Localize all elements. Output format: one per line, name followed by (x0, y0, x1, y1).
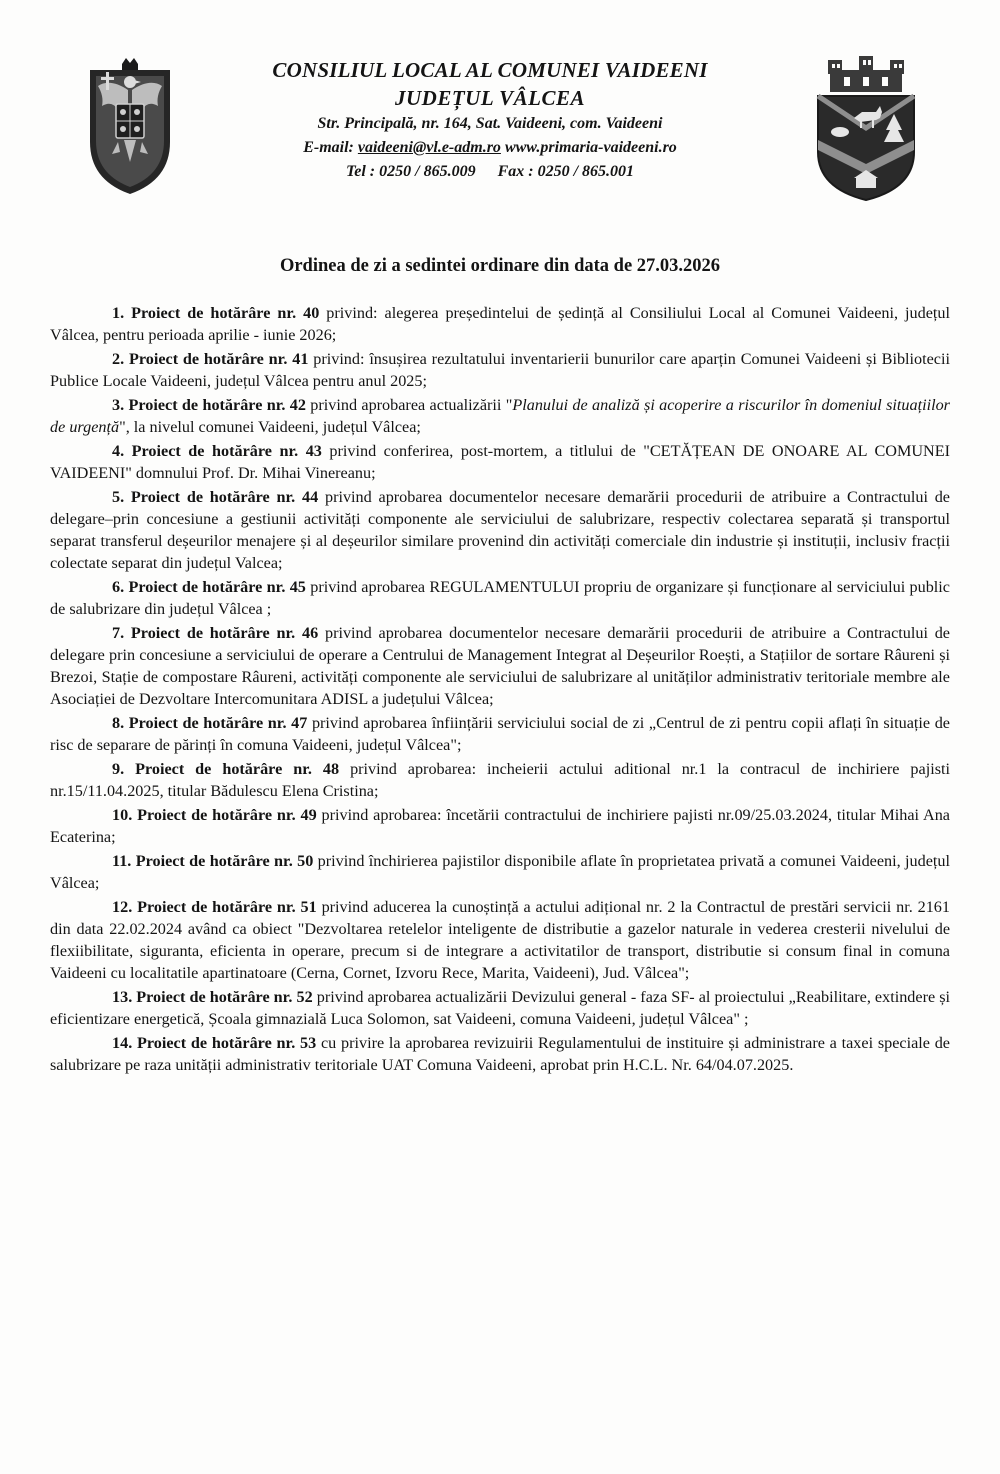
romania-coat-of-arms-icon (84, 56, 176, 196)
fax-number: Fax : 0250 / 865.001 (497, 163, 635, 180)
agenda-item-lead: 14. Proiect de hotărâre nr. 53 (112, 1034, 317, 1052)
agenda-item-text: privind: alegerea președintelui de ședință al Consiliului Local al Comunei Vaideeni, județul Vâlcea, pentru perioada aprilie - iunie 2026; (50, 304, 950, 344)
agenda-item-lead: 10. Proiect de hotărâre nr. 49 (112, 806, 317, 824)
agenda-item (50, 394, 950, 438)
agenda-item-text: privind aprobarea înființării serviciului social de zi „Centrul de zi pentru copii aflați în situație de risc de separare de părinți în comuna Vaideeni, județul Vâlcea"; (50, 714, 950, 754)
agenda-item-text: privind aprobarea REGULAMENTULUI propriu de organizare și funcționare al serviciului public de salubrizare din județul Vâlcea ; (50, 578, 950, 618)
county-name: JUDEȚUL VÂLCEA (395, 86, 585, 110)
agenda-item-lead: 11. Proiect de hotărâre nr. 50 (112, 852, 314, 870)
agenda-item (50, 1032, 950, 1076)
email-label: E-mail: (303, 139, 354, 156)
agenda-item (50, 804, 950, 848)
agenda-item-text: privind: însușirea rezultatului inventarierii bunurilor care aparțin Comunei Vaideeni și Bibliotecii Publice Locale Vaideeni, județul Vâlcea pentru anul 2025; (50, 350, 950, 390)
agenda-item-lead: 2. Proiect de hotărâre nr. 41 (112, 350, 309, 368)
agenda-item (50, 896, 950, 984)
agenda-item-text: privind conferirea, post-mortem, a titlului de "CETĂȚEAN DE ONOARE AL COMUNEI VAIDEENI" domnului Prof. Dr. Mihai Vinereanu; (50, 442, 950, 482)
agenda-item-text: privind aprobarea: incheierii actului aditional nr.1 la contracul de inchiriere pajisti nr.15/11.04.2025, titular Bădulescu Elena Cristina; (50, 760, 950, 800)
tel-number: Tel : 0250 / 865.009 (345, 163, 476, 180)
agenda-item-text: privind închirierea pajistilor disponibile aflate în proprietatea privată a comunei Vaideeni, județul Vâlcea; (50, 852, 950, 892)
agenda-item (50, 576, 950, 620)
agenda-item-lead: 8. Proiect de hotărâre nr. 47 (112, 714, 308, 732)
agenda-item-lead: 7. Proiect de hotărâre nr. 46 (112, 624, 319, 642)
phone-line (200, 160, 780, 184)
agenda-item (50, 758, 950, 802)
agenda-item-text: privind aprobarea documentelor necesare demarării procedurii de atribuire a Contractului de delegare–prin concesiune a gestiunii activități componente ale serviciului de salubrizare, respectiv colectarea separată și transportul separat transferul deșeurilor menajere și al deșeurilor similare provenind din activități comerciale din industrie și instituții, inclusiv fracții colectate separat din județul Valcea; (50, 488, 950, 572)
council-name: CONSILIUL LOCAL AL COMUNEI VAIDEENI (272, 58, 708, 82)
agenda-item (50, 486, 950, 574)
agenda-item-text: privind aprobarea actualizării Devizului general - faza SF- al proiectului „Reabilitare, extindere și eficientizare energetică, Școala gimnazială Luca Solomon, sat Vaideeni, comuna Vaideeni, județul Vâlcea" ; (50, 988, 950, 1028)
agenda-item-text-after: ", la nivelul comunei Vaideeni, județul Vâlcea; (119, 418, 421, 436)
agenda-item (50, 850, 950, 894)
agenda-item-italic-title: Planului de analiză și acoperire a riscurilor în domeniul situațiilor de urgență (50, 396, 950, 436)
agenda-item-lead: 4. Proiect de hotărâre nr. 43 (112, 442, 322, 460)
address-line: Str. Principală, nr. 164, Sat. Vaideeni, com. Vaideeni (317, 115, 663, 132)
agenda-item-text: privind aprobarea documentelor necesare demarării procedurii de atribuire a Contractului de delegare prin concesiune a serviciului de operare a Centrului de Management Integrat al Deșeurilor Roești, a Stațiilor de sortare Râureni și Brezoi, Stație de compostare Râureni, activități componente ale serviciului de salubrizare al unităților administrativ teritoriale membre ale Asociației de Dezvoltare Intercomunitara ADISL a județului Vâlcea; (50, 624, 950, 708)
letterhead (0, 0, 1000, 220)
agenda-item-text: privind aprobarea: încetării contractului de inchiriere pajisti nr.09/25.03.2024, titular Mihai Ana Ecaterina; (50, 806, 950, 846)
document-title: Ordinea de zi a sedintei ordinare din data de 27.03.2026 (279, 256, 721, 276)
agenda-item-lead: 6. Proiect de hotărâre nr. 45 (112, 578, 306, 596)
agenda-item (50, 622, 950, 710)
agenda-item-lead: 12. Proiect de hotărâre nr. 51 (112, 898, 317, 916)
agenda-item-lead: 5. Proiect de hotărâre nr. 44 (112, 488, 319, 506)
agenda-item-lead: 1. Proiect de hotărâre nr. 40 (112, 304, 320, 322)
contact-line (200, 136, 780, 160)
agenda-item-text: privind aducerea la cunoștință a actului adițional nr. 2 la Contractul de prestări servicii nr. 2161 din data 22.02.2024 având ca obiect "Dezvoltarea retelelor inteligente de distributie a gazelor naturale in vederea cresterii nivelului de flexiibilitate, siguranta, eficienta in operare, precum si de integrare a activitatilor de transport, distributie si consum final in comuna Vaideeni cu localitatile apartinatoare (Cerna, Cornet, Izvoru Rece, Marita, Vaideeni), Jud. Vâlcea"; (50, 898, 950, 982)
agenda-item (50, 302, 950, 346)
website-link[interactable]: www.primaria-vaideeni.ro (504, 139, 677, 156)
agenda-item-text: cu privire la aprobarea revizuirii Regulamentului de instituire și administrare a taxei speciale de salubrizare pe raza unității administrativ teritoriale UAT Comuna Vaideeni, aprobat prin H.C.L. Nr. 64/04.07.2025. (50, 1034, 950, 1074)
agenda-item (50, 712, 950, 756)
agenda-list (50, 302, 950, 1078)
agenda-item-lead: 9. Proiect de hotărâre nr. 48 (112, 760, 340, 778)
agenda-item (50, 440, 950, 484)
email-link[interactable]: vaideeni@vl.e-adm.ro (357, 139, 501, 156)
letterhead-text (200, 56, 780, 184)
agenda-item (50, 986, 950, 1030)
agenda-item-lead: 3. Proiect de hotărâre nr. 42 (112, 396, 306, 414)
vaideeni-coat-of-arms-icon (810, 52, 922, 202)
agenda-item-text: privind aprobarea actualizării " (305, 396, 513, 414)
agenda-item (50, 348, 950, 392)
agenda-item-lead: 13. Proiect de hotărâre nr. 52 (112, 988, 313, 1006)
